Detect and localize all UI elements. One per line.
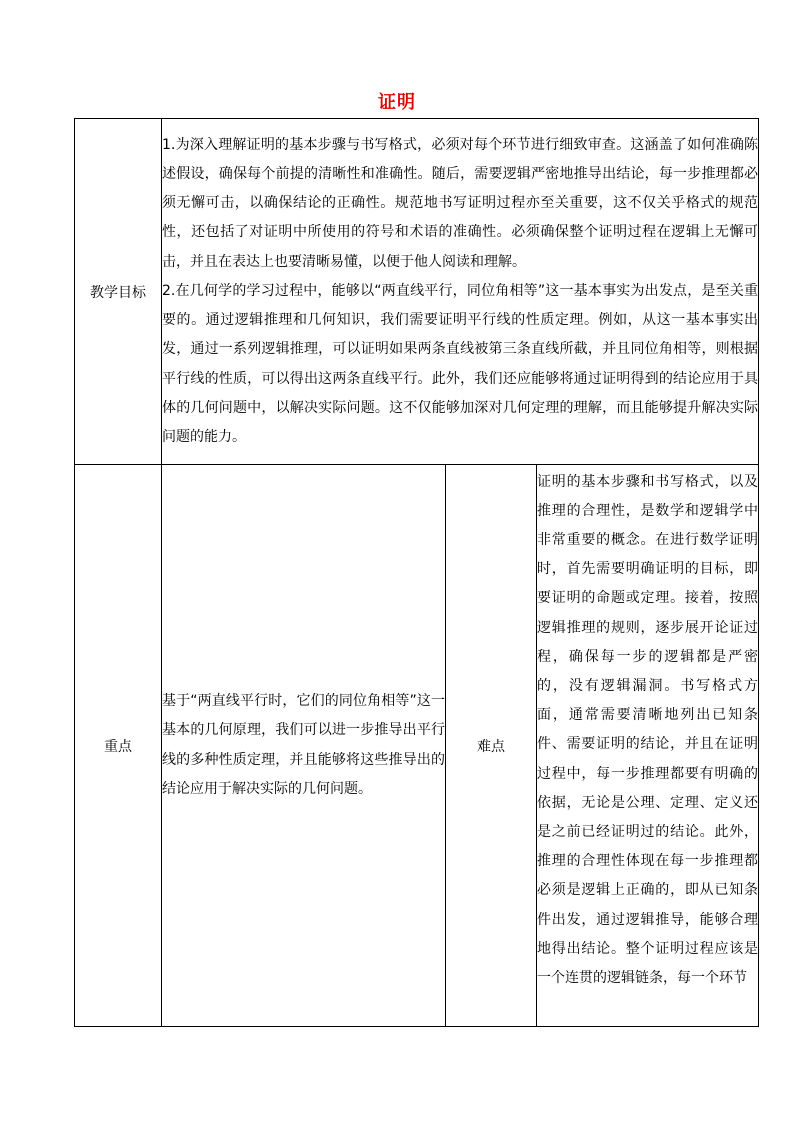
key-points-label: 重点 — [75, 465, 162, 1027]
difficulties-content — [537, 465, 759, 1027]
objective-item-2: 2.在几何学的学习过程中，能够以“两直线平行，同位角相等”这一基本事实为出发点，是至关重要的。通过逻辑推理和几何知识，我们需要证明平行线的性质定理。例如，从这一基本事实出发，通过一系列逻辑推理，可以证明如果两条直线被第三条直线所截，并且同位角相等，则根据平行线的性质，可以得出这两条直线平行。此外，我们还应能够将通过证明得到的结论应用于具体的几何问题中，以解决实际问题。这不仅能够加深对几何定理的理解，而且能够提升解决实际问题的能力。 — [162, 282, 759, 445]
difficulties-text: 证明的基本步骤和书写格式，以及推理的合理性，是数学和逻辑学中非常重要的概念。在进行数学证明时，首先需要明确证明的目标，即要证明的命题或定理。接着，按照逻辑推理的规则，逐步展开论证过程，确保每一步的逻辑都是严密的，没有逻辑漏洞。书写格式方面，通常需要清晰地列出已知条件、需要证明的结论，并且在证明过程中，每一步推理都要有明确的依据，无论是公理、定理、定义还是之前已经证明过的结论。此外，推理的合理性体现在每一步推理都必须是逻辑上正确的，即从已知条件出发，通过逻辑推导，能够合理地得出结论。整个证明过程应该是一个连贯的逻辑链条，每一个环节 — [537, 473, 759, 986]
objective-item-1: 1.为深入理解证明的基本步骤与书写格式，必须对每个环节进行细致审查。这涵盖了如何准确陈述假设，确保每个前提的清晰性和准确性。随后，需要逻辑严密地推导出结论，每一步推理都必须无懈可击，以确保结论的正确性。规范地书写证明过程亦至关重要，这不仅关乎格式的规范性，还包括了对证明中所使用的符号和术语的准确性。必须确保整个证明过程在逻辑上无懈可击，并且在表达上也要清晰易懂，以便于他人阅读和理解。 — [162, 136, 759, 270]
objectives-row — [75, 119, 759, 465]
page-title: 证明 — [378, 92, 416, 113]
objectives-content — [162, 119, 759, 465]
key-difficult-row — [75, 465, 759, 1027]
lesson-plan-table — [74, 118, 759, 1027]
objectives-label: 教学目标 — [75, 119, 162, 465]
key-points-content: 基于“两直线平行时，它们的同位角相等”这一基本的几何原理，我们可以进一步推导出平行线的多种性质定理，并且能够将这些推导出的结论应用于解决实际的几何问题。 — [162, 465, 446, 1027]
difficulties-label: 难点 — [446, 465, 537, 1027]
